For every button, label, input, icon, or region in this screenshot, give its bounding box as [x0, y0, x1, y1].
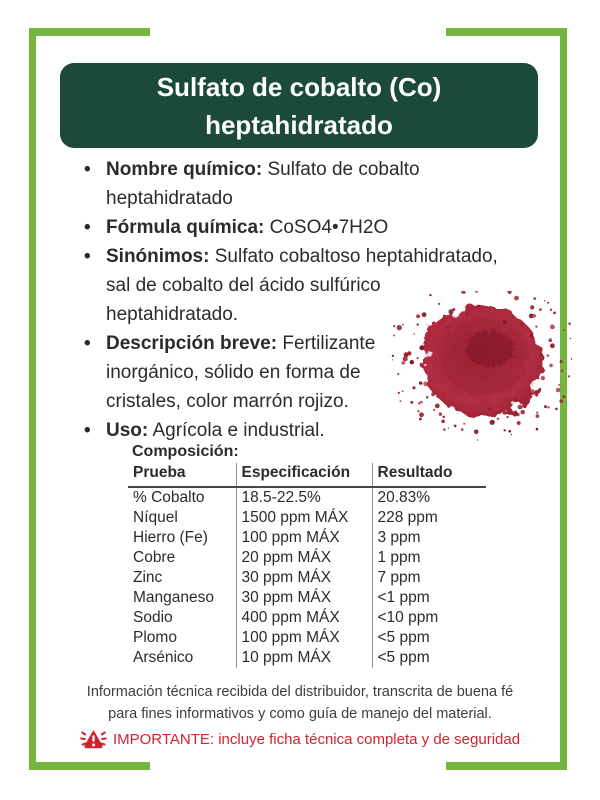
product-title: Sulfato de cobalto (Co) heptahidratado [156, 71, 442, 140]
product-title-banner [60, 63, 538, 148]
spec-line: cristales, color marrón rojizo. [106, 391, 349, 412]
table-cell: Níquel [133, 509, 178, 526]
composition-table [128, 463, 486, 668]
frame-top-left-bar [29, 28, 150, 36]
spec-item [84, 155, 564, 213]
table-cell: 100 ppm MÁX [236, 628, 372, 648]
table-cell: 3 ppm [372, 528, 486, 548]
table-cell: 30 ppm MÁX [236, 568, 372, 588]
composition-section [128, 443, 486, 668]
table-cell: 1500 ppm MÁX [236, 508, 372, 528]
table-row [128, 528, 486, 548]
table-cell: 10 ppm MÁX [236, 648, 372, 668]
spec-label: Fórmula química: [106, 217, 265, 238]
table-cell: 400 ppm MÁX [236, 608, 372, 628]
table-row [128, 588, 486, 608]
spec-label: Sinónimos: [106, 246, 210, 267]
table-cell: 20.83% [372, 487, 486, 508]
spec-line: Fórmula química: CoSO4•7H2O [106, 217, 389, 238]
table-cell: Cobre [133, 549, 176, 566]
table-header-row [128, 463, 486, 487]
column-header: Prueba [128, 463, 236, 487]
spec-item-text [106, 329, 375, 416]
table-row [128, 628, 486, 648]
table-cell: Sodio [133, 609, 173, 626]
table-row [128, 508, 486, 528]
table-cell: 30 ppm MÁX [236, 588, 372, 608]
bullet-dot: • [84, 333, 91, 354]
disclaimer-line1: Información técnica recibida del distribuidor, transcrita de buena fé [86, 684, 514, 700]
bullet-dot: • [84, 217, 91, 238]
spec-line: heptahidratado [106, 188, 233, 209]
important-note [0, 727, 600, 752]
table-cell: <5 ppm [372, 648, 486, 668]
bullet-dot: • [84, 420, 91, 441]
bullet-dot: • [84, 246, 91, 267]
spec-line: Descripción breve: Fertilizante [106, 333, 376, 354]
spec-item-text [106, 416, 325, 445]
table-row [128, 568, 486, 588]
table-cell: <5 ppm [372, 628, 486, 648]
spec-line: heptahidratado. [106, 304, 239, 325]
table-cell: 18.5-22.5% [236, 487, 372, 508]
table-cell: 1 ppm [372, 548, 486, 568]
spec-item-text [106, 155, 420, 213]
spec-item [84, 213, 564, 242]
disclaimer-line2: para fines informativos y como guía de manejo del material. [108, 706, 492, 722]
column-header: Resultado [372, 463, 486, 487]
column-header: Especificación [236, 463, 372, 487]
important-text: IMPORTANTE: incluye ficha técnica completa y de seguridad [112, 730, 521, 748]
table-cell: Manganeso [133, 589, 215, 606]
spec-line: Sinónimos: Sulfato cobaltoso heptahidratado, [106, 246, 498, 267]
spec-label: Descripción breve: [106, 333, 278, 354]
table-cell: Plomo [133, 629, 177, 646]
spec-label: Uso: [106, 420, 149, 441]
spec-line: sal de cobalto del ácido sulfúrico [106, 275, 381, 296]
table-cell: 228 ppm [372, 508, 486, 528]
table-cell: % Cobalto [133, 489, 205, 506]
table-row [128, 487, 486, 508]
frame-top-right-bar [446, 28, 567, 36]
table-row [128, 608, 486, 628]
cobalt-sulfate-powder-image [392, 291, 572, 441]
table-cell: 20 ppm MÁX [236, 548, 372, 568]
frame-bottom-right-bar [446, 762, 567, 770]
spec-line: Nombre químico: Sulfato de cobalto [106, 159, 420, 180]
table-cell: 100 ppm MÁX [236, 528, 372, 548]
spec-line: Uso: Agrícola e industrial. [106, 420, 325, 441]
bullet-dot: • [84, 159, 91, 180]
table-cell: <1 ppm [372, 588, 486, 608]
table-cell: Zinc [133, 569, 163, 586]
spec-item-text [106, 213, 388, 242]
table-cell: 7 ppm [372, 568, 486, 588]
composition-title: Composición: [132, 443, 239, 460]
spec-label: Nombre químico: [106, 159, 263, 180]
footer-disclaimer [0, 681, 600, 752]
table-row [128, 648, 486, 668]
frame-left-line [29, 28, 36, 770]
table-cell: <10 ppm [372, 608, 486, 628]
table-cell: Hierro (Fe) [133, 529, 208, 546]
table-cell: Arsénico [133, 649, 194, 666]
warning-icon [80, 727, 107, 752]
frame-bottom-left-bar [29, 762, 150, 770]
table-row [128, 548, 486, 568]
powder-illustration [392, 291, 572, 441]
spec-line: inorgánico, sólido en forma de [106, 362, 361, 383]
